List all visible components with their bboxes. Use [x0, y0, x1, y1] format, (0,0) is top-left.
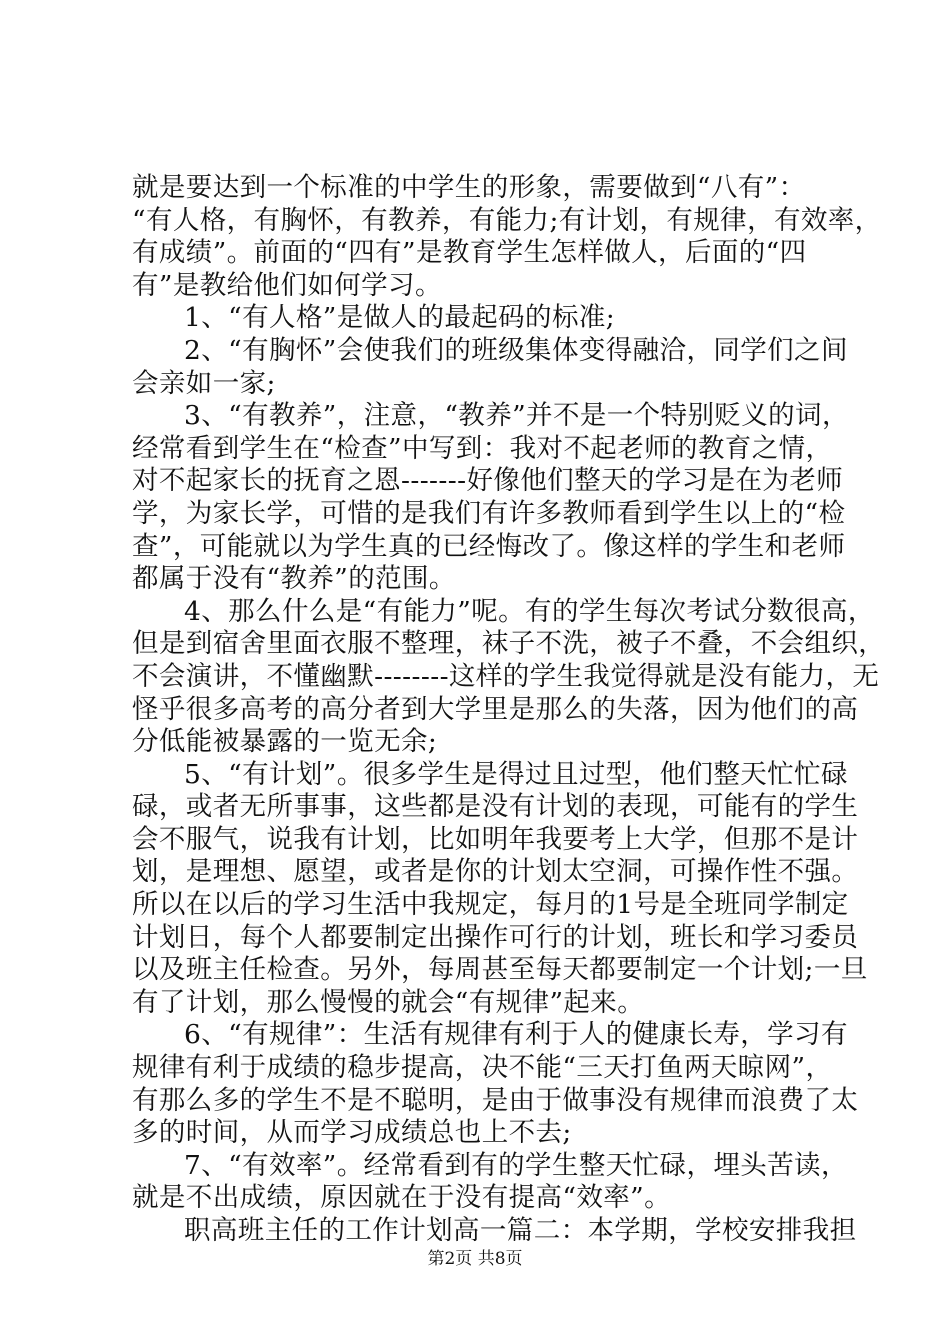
- document-body: [132, 172, 886, 1248]
- body-text-line: 但是到宿舍里面衣服不整理，袜子不洗，被子不叠，不会组织，: [132, 628, 886, 660]
- body-text-line: 4、那么什么是“有能力”呢。有的学生每次考试分数很高，: [184, 595, 875, 627]
- body-text-line: 会亲如一家;: [132, 367, 276, 399]
- body-text-line: 碌，或者无所事事，这些都是没有计划的表现，可能有的学生: [132, 791, 859, 823]
- body-text-line: 有了计划，那么慢慢的就会“有规律”起来。: [132, 986, 645, 1018]
- body-text-line: 3、“有教养”，注意，“教养”并不是一个特别贬义的词，: [184, 400, 849, 432]
- body-text-line: 都属于没有“教养”的范围。: [132, 563, 456, 595]
- body-text-line: 就是不出成绩，原因就在于没有提高“效率”。: [132, 1182, 671, 1214]
- body-text-line: 会不服气，说我有计划，比如明年我要考上大学，但那不是计: [132, 823, 859, 855]
- body-text-line: 2、“有胸怀”会使我们的班级集体变得融洽，同学们之间: [184, 334, 848, 366]
- body-text-line: 计划日，每个人都要制定出操作可行的计划，班长和学习委员: [132, 921, 859, 953]
- body-text-line: 有成绩”。前面的“四有”是教育学生怎样做人，后面的“四: [132, 237, 807, 269]
- body-text-line: 不会演讲，不懂幽默--------这样的学生我觉得就是没有能力，无: [132, 660, 880, 692]
- body-text-line: 多的时间，从而学习成绩总也上不去;: [132, 1117, 572, 1149]
- body-text-line: 7、“有效率”。经常看到有的学生整天忙碌，埋头苦读，: [184, 1149, 848, 1181]
- body-text-line: 5、“有计划”。很多学生是得过且过型，他们整天忙忙碌: [184, 758, 848, 790]
- body-text-line: 6、“有规律”：生活有规律有利于人的健康长寿，学习有: [184, 1019, 848, 1051]
- body-text-line: 划，是理想、愿望，或者是你的计划太空洞，可操作性不强。: [132, 856, 859, 888]
- body-text-line: 有”是教给他们如何学习。: [132, 269, 442, 301]
- body-text-line: 有那么多的学生不是不聪明，是由于做事没有规律而浪费了太: [132, 1084, 859, 1116]
- body-text-line: 经常看到学生在“检查”中写到：我对不起老师的教育之情，: [132, 432, 833, 464]
- body-text-line: 以及班主任检查。另外，每周甚至每天都要制定一个计划;一旦: [132, 954, 868, 986]
- body-text-line: 查”，可能就以为学生真的已经悔改了。像这样的学生和老师: [132, 530, 846, 562]
- body-text-line: 对不起家长的抚育之恩-------好像他们整天的学习是在为老师: [132, 465, 844, 497]
- page-number-footer: [0, 1244, 950, 1269]
- body-text-line: 分低能被暴露的一览无余;: [132, 726, 438, 758]
- body-text-line: 学，为家长学，可惜的是我们有许多教师看到学生以上的“检: [132, 497, 846, 529]
- page-number-label: 第2页 共8页: [427, 1249, 523, 1269]
- body-text-line: 怪乎很多高考的高分者到大学里是那么的失落，因为他们的高: [132, 693, 859, 725]
- body-text-line: 规律有利于成绩的稳步提高，决不能“三天打鱼两天晾网”，: [132, 1052, 833, 1084]
- body-text-line: 职高班主任的工作计划高一篇二：本学期，学校安排我担: [184, 1215, 857, 1246]
- body-text-line: “有人格，有胸怀，有教养，有能力;有计划，有规律，有效率，: [132, 204, 882, 236]
- body-text-line: 所以在以后的学习生活中我规定，每月的1号是全班同学制定: [132, 889, 849, 921]
- body-text-line: 就是要达到一个标准的中学生的形象，需要做到“八有”：: [132, 172, 806, 203]
- body-text-line: 1、“有人格”是做人的最起码的标准;: [184, 302, 616, 334]
